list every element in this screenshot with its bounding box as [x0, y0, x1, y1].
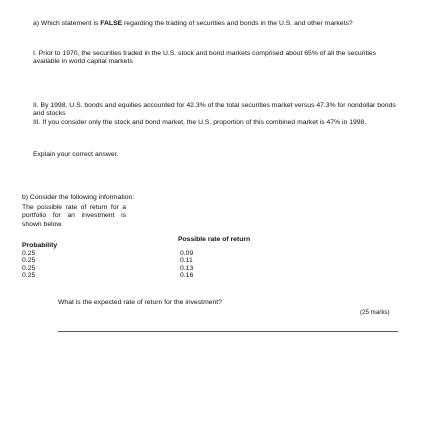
- probability-cell: 0.25: [22, 271, 36, 279]
- statement-three: III. If you consider only the stock and bond market, the U.S. proportion of this combined market is 47% in 1998.: [33, 118, 367, 126]
- return-cell: 0.13: [180, 264, 194, 272]
- return-cell: 0.09: [180, 250, 194, 257]
- statement-one: I. Prior to 1970, the securities traded in the U.S. stock and bond markets comprised about 65% of all the securities available in world capital markets: [33, 50, 377, 66]
- false-keyword: FALSE: [100, 20, 123, 27]
- probability-header: Probability: [22, 242, 58, 249]
- statement-two: II. By 1998, U.S. bonds and equities accounted for 42.3% of the total securities market versus 47.3% for nondollar bonds and stocks: [33, 102, 396, 118]
- return-column: [180, 250, 193, 279]
- question-a-prompt-end: regarding the trading of securities and bonds in the U.S. and other markets?: [122, 20, 353, 27]
- question-a-prompt: [33, 20, 399, 28]
- marks-label: (25 marks): [360, 309, 390, 316]
- answer-line: [58, 331, 398, 332]
- explain-instruction: Explain your correct answer.: [33, 151, 119, 158]
- return-cell: 0.16: [180, 271, 194, 279]
- probability-column: [22, 250, 35, 279]
- return-header: Possible rate of return: [178, 236, 251, 243]
- statement-two-three: [33, 102, 399, 127]
- probability-cell: 0.25: [22, 250, 36, 257]
- question-b-question: What is the expected rate of return for the investment?: [58, 299, 222, 306]
- question-a-prompt-start: a) Which statement is: [33, 20, 101, 27]
- question-b-intro: b) Consider the following information:: [22, 194, 135, 201]
- probability-cell: 0.25: [22, 257, 36, 265]
- probability-cell: 0.25: [22, 264, 36, 272]
- question-b-description: The possible rate of return for a portfolio for an investment is shown below.: [22, 204, 126, 228]
- return-cell: 0.11: [180, 257, 193, 265]
